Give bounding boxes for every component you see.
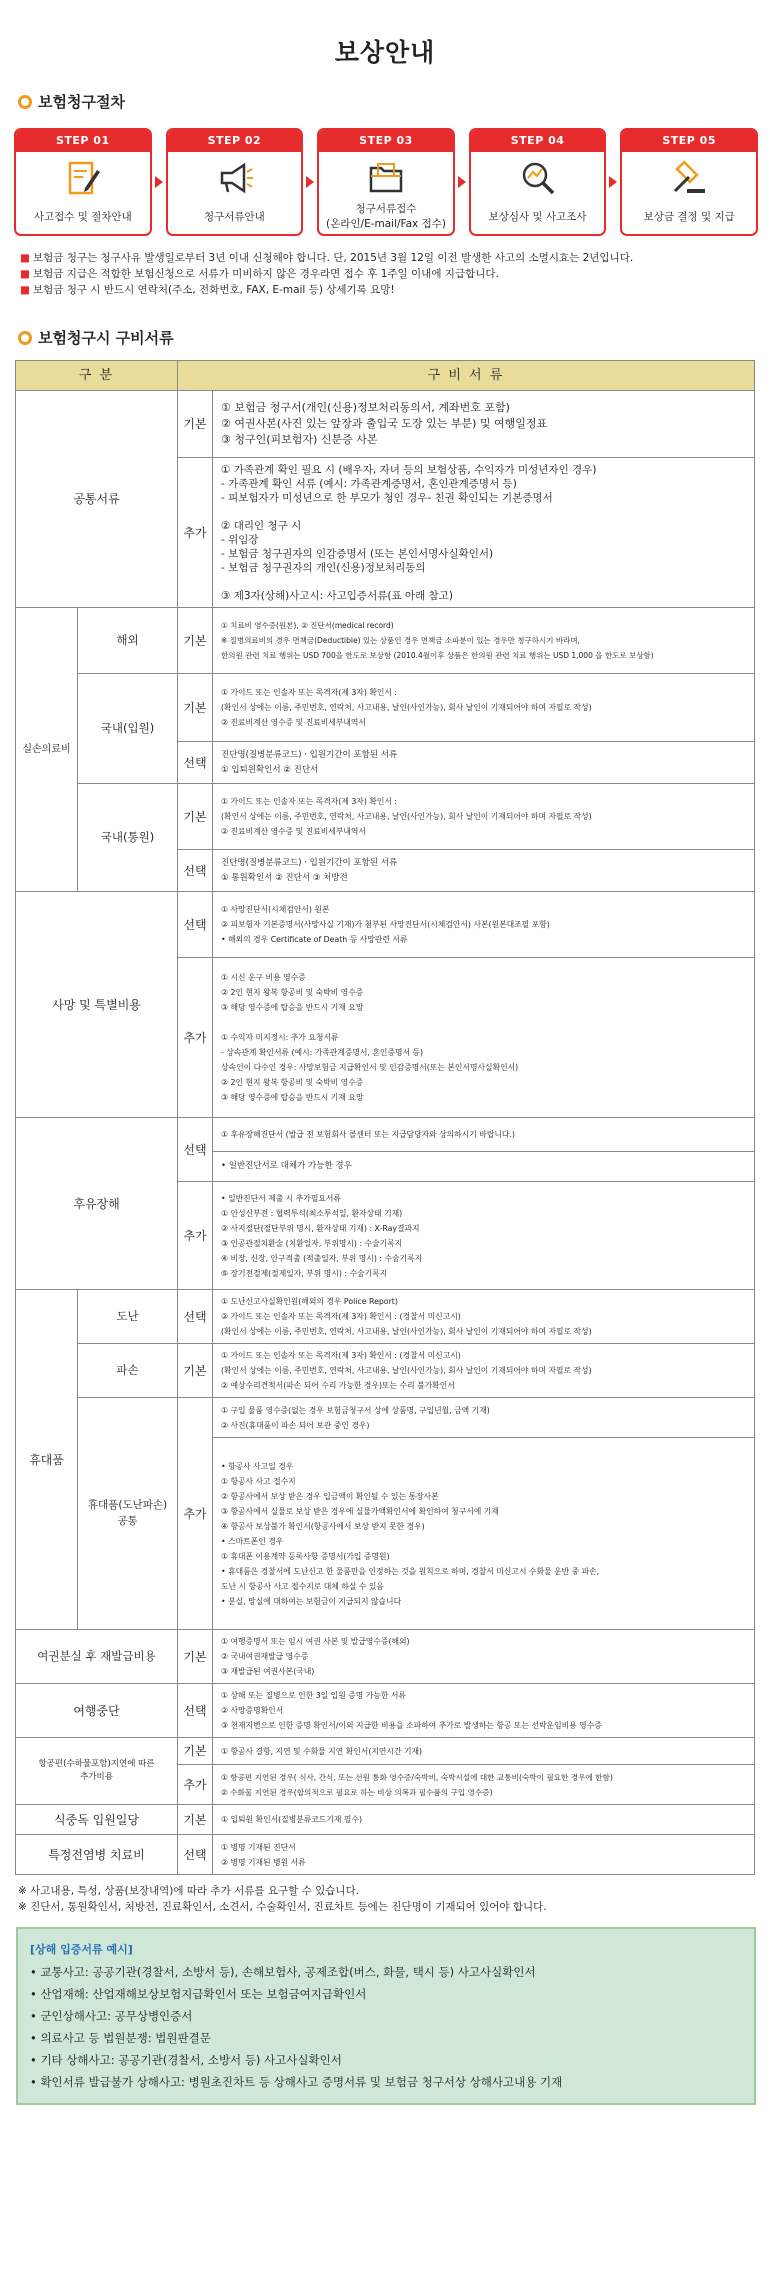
injury-box-title: [상해 입증서류 예시] <box>30 1943 133 1956</box>
list-item: • 확인서류 발급불가 상해사고: 병원초진차트 등 상해사고 증명서류 및 보험금 청구서상 상해사고내용 기재 <box>30 2075 563 2089</box>
doc-list: • 일반진단서 제출 시 추가필요서류 ① 안성신부전 : 협력투석(최소투석일, 환자상태 기재) ② 사지절단(절단부위 명시, 환자상태 기재) : X-Ray결과지 ③ 인공관절치환술 (치환일자, 부위명시) : 수술기록지 ④ 비장, 신장, 안구적출 (적출일자, 부위 명시) : 수술기록지 ⑤ 장기전절제(절제일자, 부위 명시) : 수술기록지 <box>213 1182 755 1290</box>
circle-bullet-icon <box>18 95 32 109</box>
doc-list: ① 병명 기재된 진단서 ② 병명 기재된 병원 서류 <box>213 1835 755 1875</box>
step-flow <box>14 128 758 236</box>
category-baggage: 휴대품 <box>16 1290 78 1630</box>
megaphone-icon <box>168 156 302 200</box>
category-flight-delay: 항공편(수하물포함)지연에 따른 추가비용 <box>16 1738 178 1805</box>
circle-bullet-icon <box>18 331 32 345</box>
pencil-document-icon <box>16 156 150 200</box>
magnifier-chart-icon <box>471 156 605 200</box>
category-disability: 후유장해 <box>16 1118 178 1290</box>
category-common: 공통서류 <box>16 391 178 608</box>
injury-proof-box <box>16 1927 756 2105</box>
list-item: • 기타 상해사고: 공공기관(경찰서, 소방서 등) 사고사실확인서 <box>30 2053 342 2067</box>
table-footnotes: ※ 사고내용, 특성, 상품(보장내역)에 따라 추가 서류를 요구할 수 있습니다. ※ 진단서, 통원확인서, 처방전, 진료확인서, 소견서, 수술확인서, 진료차트 등에는 진단명이 기재되어 있어야 합니다. <box>18 1885 547 1913</box>
arrow-right-icon <box>306 176 314 188</box>
step-card-5: STEP 05 보상금 결정 및 지급 <box>620 128 758 236</box>
category-trip-stop: 여행중단 <box>16 1684 178 1738</box>
list-item: • 교통사고: 공공기관(경찰서, 소방서 등), 손해보험사, 공제조합(버스, 화물, 택시 등) 사고사실확인서 <box>30 1965 536 1979</box>
documents-table: 구 분 구 비 서 류 공통서류 기본 ① 보험금 청구서(개인(신용)정보처리동의서, 계좌번호 포함) ② 여권사본(사진 있는 앞장과 출입국 도장 있는 부분) 및 여행일정표 ③ 청구인(피보험자) 신분증 사본 추가 ① 가족관계 확인 필요 시 (배우자, 자녀 등의 보험상품, 수익자가 미성년자인 경우) - 가족관계 확인 서류 (예시: 가족관계증명서, 혼인관계증명서 등) - 피보험자가 미성년으로 한 부모가 청인 경우- 친권 확인되는 기본증명서 ② 대리인 청구 시 - 위임장 - 보험금 청구권자의 인감증명서 (또는 본인서명사실확인서) - 보험금 청구권자의 개인(신용)정보처리동의 ③ 제3자(상해)사고시: 사고입증서류(표 아래 참고) 실손의료비 해외 기본 ① 치료비 영수증(원본), ② 진단서(medical record) ※ 질병의료비의 경우 면책금(Deductible) 있는 상품인 경우 면책금 소파분이 있는 경우만 청구하시기 바라며, 한의원 관련 치료 행위는 USD 700을 한도로 보상함 (2010.4월이후 상품은 한의원 관련 치료 행위는 USD 1,000 을 한도로 보상함) 국내(입원) 기본 ① 가이드 또는 인솔자 또는 목격자(제 3자) 확인서 : (확인서 상에는 이름, 주민번호, 연락처, 사고내용, 날인(사인가능), 회사 날인이 기재되어야 하며 자필로 작성) ② 진료비계산 영수증 및 진료비세부내역서 선택 진단명(질병분류코드) · 입원기간이 포함된 서류 ① 입퇴원확인서 ② 진단서 국내(통원) 기본 ① 가이드 또는 인솔자 또는 목격자(제 3자) 확인서 : (확인서 상에는 이름, 주민번호, 연락처, 사고내용, 날인(사인가능), 회사 날인이 기재되어야 하며 자필로 작성) ② 진료비계산 영수증 및 진료비세부내역서 선택 진단명(질병분류코드) · 입원기간이 포함된 서류 ① 통원확인서 ② 진단서 ③ 처방전 사망 및 특별비용 선택 ① 사망진단서(시체검안서) 원본 ② 피보험자 기본증명서(사망사실 기재)가 첨부된 사망진단서(시체검안서) 사본(원본대조필 포함) • 해외의 경우 Certificate of Death 등 사망관련 서류 추가 ① 시신 운구 비용 영수증 ② 2인 현지 왕복 항공비 및 숙박비 영수증 ③ 해당 영수증에 탑승을 반드시 기재 요망 ① 수익자 미지정시: 추가 요청서류 - 상속관계 확인서류 (예시: 가족관계증명서, 혼인증명서 등) 상속인이 다수인 경우: 사망보험금 지급확인서 및 인감증명서(또는 본인서명사실확인서) ② 2인 현지 왕복 항공비 및 숙박비 영수증 ③ 해당 영수증에 탑승을 반드시 기재 요망 후유장해 선택 ① 후유장해진단서 (발급 전 보험회사 콜센터 또는 지급담당자와 상의하시기 바랍니다.) • 일반진단서로 대체가 가능한 경우 추가 • 일반진단서 제출 시 추가필요서류 ① 안성신부전 : 협력투석(최소투석일, 환자상태 기재) ② 사지절단(절단부위 명시, 환자상태 기재) : X-Ray결과지 ③ 인공관절치환술 (치환일자, 부위명시) : 수술기록지 ④ 비장, 신장, 안구적출 (적출일자, 부위 명시) : 수술기록지 ⑤ 장기전절제(절제일자, 부위 명시) : 수술기록지 휴대품 도난 선택 ① 도난신고사실확인원(해외의 경우 Police Report) ② 가이드 또는 인솔자 또는 목격자(제 3자) 확인서 : (경찰서 미신고시) (확인서 상에는 이름, 주민번호, 연락처, 사고내용, 날인(사인가능), 회사 날인이 기재되어야 하며 자필로 작성) 파손 기본 ① 가이드 또는 인솔자 또는 목격자(제 3자) 확인서 : (경찰서 미신고시) (확인서 상에는 이름, 주민번호, 연락처, 사고내용, 날인(사인가능), 회사 날인이 기재되어야 하며 자필로 작성) ② 예상수리견적서(파손 되어 수리 가능한 경우)또는 수리 불가확인서 휴대품(도난파손) 공통 추가 ① 구입 물품 영수증(없는 경우 보험금청구서 상에 상품명, 구입년월, 금액 기재) ② 사진(휴대품이 파손 되어 보관 중인 경우) • 항공사 사고일 경우 ① 항공사 사고 접수지 ② 항공사에서 보상 받은 경우 입금액이 확인될 수 있는 통장사본 ③ 항공사에서 실물로 보상 받은 경우에 실물가액확인서에 확인하여 청구서에 기재 ④ 항공사 보상불가 확인서(항공사에서 보상 받지 못한 경우) • 스마트폰인 경우 ① 휴대폰 이용계약 등록사항 증명서(가입 증명원) • 휴대품은 경찰서에 도난신고 한 물품만을 인정하는 것을 원칙으로 하며, 경찰서 미신고시 수화물 운반 중 파손, 도난 시 항공사 사고 접수지로 대체 하실 수 있음 • 분실, 망실에 대하여는 보험금이 지급되지 않습니다 여권분실 후 재발급비용 기본 ① 여행증명서 또는 임시 여권 사본 및 발급영수증(해외) ② 국내여권재발급 영수증 ③ 재발급된 여권사본(국내) 여행중단 선택 ① 상해 또는 질병으로 인한 3일 입원 증명 가능한 서류 ② 사망증명확인서 ③ 천재지변으로 인한 증명 확인서/이외 지급한 비용을 소파하여 추가로 발생하는 항공 또는 선박운임비용 영수증 항공편(수하물포함)지연에 따른 추가비용 기본 ① 항공사 결항, 지연 및 수화물 지연 확인서(지연시간 기재) 추가 ① 항공편 지연된 경우( 식사, 간식, 또는 선원 통화 영수증/숙박비, 숙박시설에 대한 교통비(숙박이 필요한 경우에 한함) ② 수화물 지연된 경우(합의적으로 필요로 하는 비상 의복과 필수품의 구입 영수증) 식중독 입원일당 기본 ① 입퇴원 확인서(질병분류코드기재 필수) 특정전염병 치료비 선택 ① 병명 기재된 진단서 ② 병명 기재된 병원 서류 <box>15 360 755 1875</box>
arrow-right-icon <box>155 176 163 188</box>
step-card-4: STEP 04 보상심사 및 사고조사 <box>469 128 607 236</box>
step-label: 청구서류접수 (온라인/E-mail/Fax 접수) <box>326 203 446 230</box>
step-card-1: STEP 01 사고접수 및 절차안내 <box>14 128 152 236</box>
category-death: 사망 및 특별비용 <box>16 892 178 1118</box>
doc-list: ① 가이드 또는 인솔자 또는 목격자(제 3자) 확인서 : (경찰서 미신고시) (확인서 상에는 이름, 주민번호, 연락처, 사고내용, 날인(사인가능), 회사 날인이 기재되어야 하며 자필로 작성) ② 예상수리견적서(파손 되어 수리 가능한 경우)또는 수리 불가확인서 <box>213 1344 755 1398</box>
step-label: 청구서류안내 <box>203 210 265 223</box>
doc-list: ① 보험금 청구서(개인(신용)정보처리동의서, 계좌번호 포함) ② 여권사본(사진 있는 앞장과 출입국 도장 있는 부분) 및 여행일정표 ③ 청구인(피보험자) 신분증 사본 <box>213 391 755 458</box>
doc-list: ① 후유장해진단서 (발급 전 보험회사 콜센터 또는 지급담당자와 상의하시기 바랍니다.) <box>213 1118 755 1152</box>
step-label: 사고접수 및 절차안내 <box>33 210 132 223</box>
list-item: • 의료사고 등 법원분쟁: 법원판결문 <box>30 2031 211 2045</box>
doc-list: ① 항공편 지연된 경우( 식사, 간식, 또는 선원 통화 영수증/숙박비, 숙박시설에 대한 교통비(숙박이 필요한 경우에 한함) ② 수화물 지연된 경우(합의적으로 필요로 하는 비상 의복과 필수품의 구입 영수증) <box>213 1765 755 1805</box>
section-title-documents: 보험청구시 구비서류 <box>18 326 770 350</box>
doc-list: ① 여행증명서 또는 임시 여권 사본 및 발급영수증(해외) ② 국내여권재발급 영수증 ③ 재발급된 여권사본(국내) <box>213 1630 755 1684</box>
header-category: 구 분 <box>16 361 178 391</box>
doc-list: 진단명(질병분류코드) · 입원기간이 포함된 서류 ① 입퇴원확인서 ② 진단서 <box>213 742 755 784</box>
notice-item: ■ 보험금 청구는 청구사유 발생일로부터 3년 이내 신청해야 합니다. 단, 2015년 3월 12일 이전 발생한 사고의 소멸시효는 2년입니다. <box>20 252 634 264</box>
notice-item: ■ 보험금 청구 시 반드시 연락처(주소, 전화번호, FAX, E-mail 등) 상세기록 요망! <box>20 284 395 296</box>
doc-list: • 일반진단서로 대체가 가능한 경우 <box>213 1152 755 1182</box>
doc-list: ① 가족관계 확인 필요 시 (배우자, 자녀 등의 보험상품, 수익자가 미성년자인 경우) - 가족관계 확인 서류 (예시: 가족관계증명서, 혼인관계증명서 등) - 피보험자가 미성년으로 한 부모가 청인 경우- 친권 확인되는 기본증명서 ② 대리인 청구 시 - 위임장 - 보험금 청구권자의 인감증명서 (또는 본인서명사실확인서) - 보험금 청구권자의 개인(신용)정보처리동의 ③ 제3자(상해)사고시: 사고입증서류(표 아래 참고) <box>213 458 755 608</box>
notice-list <box>20 250 770 298</box>
list-item: • 군인상해사고: 공무상병인증서 <box>30 2009 193 2023</box>
doc-list: ① 입퇴원 확인서(질병분류코드기재 필수) <box>213 1805 755 1835</box>
section-title-procedure: 보험청구절차 <box>18 90 770 114</box>
doc-list: 진단명(질병분류코드) · 입원기간이 포함된 서류 ① 통원확인서 ② 진단서 ③ 처방전 <box>213 850 755 892</box>
doc-list: ① 사망진단서(시체검안서) 원본 ② 피보험자 기본증명서(사망사실 기재)가 첨부된 사망진단서(시체검안서) 사본(원본대조필 포함) • 해외의 경우 Certificate of Death 등 사망관련 서류 <box>213 892 755 958</box>
step-label: 보상금 결정 및 지급 <box>643 210 735 223</box>
step-card-2: STEP 02 청구서류안내 <box>166 128 304 236</box>
arrow-right-icon <box>609 176 617 188</box>
step-label: 보상심사 및 사고조사 <box>488 210 587 223</box>
page-title: 보상안내 <box>334 38 436 67</box>
step-card-3: STEP 03 청구서류접수 (온라인/E-mail/Fax 접수) <box>317 128 455 236</box>
arrow-right-icon <box>458 176 466 188</box>
gavel-icon <box>622 156 756 200</box>
category-infectious-disease: 특정전염병 치료비 <box>16 1835 178 1875</box>
doc-list: ① 상해 또는 질병으로 인한 3일 입원 증명 가능한 서류 ② 사망증명확인서 ③ 천재지변으로 인한 증명 확인서/이외 지급한 비용을 소파하여 추가로 발생하는 항공 또는 선박운임비용 영수증 <box>213 1684 755 1738</box>
list-item: • 산업재해: 산업재해보상보험지급확인서 또는 보험금여지급확인서 <box>30 1987 367 2001</box>
doc-list: ① 구입 물품 영수증(없는 경우 보험금청구서 상에 상품명, 구입년월, 금액 기재) ② 사진(휴대품이 파손 되어 보관 중인 경우) <box>213 1398 755 1438</box>
folder-icon <box>319 156 453 200</box>
doc-list: ① 항공사 결항, 지연 및 수화물 지연 확인서(지연시간 기재) <box>213 1738 755 1765</box>
category-medical: 실손의료비 <box>16 608 78 892</box>
doc-list: • 항공사 사고일 경우 ① 항공사 사고 접수지 ② 항공사에서 보상 받은 경우 입금액이 확인될 수 있는 통장사본 ③ 항공사에서 실물로 보상 받은 경우에 실물가액확인서에 확인하여 청구서에 기재 ④ 항공사 보상불가 확인서(항공사에서 보상 받지 못한 경우) • 스마트폰인 경우 ① 휴대폰 이용계약 등록사항 증명서(가입 증명원) • 휴대품은 경찰서에 도난신고 한 물품만을 인정하는 것을 원칙으로 하며, 경찰서 미신고시 수화물 운반 중 파손, 도난 시 항공사 사고 접수지로 대체 하실 수 있음 • 분실, 망실에 대하여는 보험금이 지급되지 않습니다 <box>213 1438 755 1630</box>
category-food-poisoning: 식중독 입원일당 <box>16 1805 178 1835</box>
doc-list: ① 가이드 또는 인솔자 또는 목격자(제 3자) 확인서 : (확인서 상에는 이름, 주민번호, 연락처, 사고내용, 날인(사인가능), 회사 날인이 기재되어야 하며 자필로 작성) ② 진료비계산 영수증 및 진료비세부내역서 <box>213 784 755 850</box>
category-passport: 여권분실 후 재발급비용 <box>16 1630 178 1684</box>
doc-list: ① 치료비 영수증(원본), ② 진단서(medical record) ※ 질병의료비의 경우 면책금(Deductible) 있는 상품인 경우 면책금 소파분이 있는 경우만 청구하시기 바라며, 한의원 관련 치료 행위는 USD 700을 한도로 보상함 (2010.4월이후 상품은 한의원 관련 치료 행위는 USD 1,000 을 한도로 보상함) <box>213 608 755 674</box>
notice-item: ■ 보험금 지급은 적합한 보험신청으로 서류가 미비하지 않은 경우라면 접수 후 1주일 이내에 지급합니다. <box>20 268 499 280</box>
doc-list: ① 시신 운구 비용 영수증 ② 2인 현지 왕복 항공비 및 숙박비 영수증 ③ 해당 영수증에 탑승을 반드시 기재 요망 ① 수익자 미지정시: 추가 요청서류 - 상속관계 확인서류 (예시: 가족관계증명서, 혼인증명서 등) 상속인이 다수인 경우: 사망보험금 지급확인서 및 인감증명서(또는 본인서명사실확인서) ② 2인 현지 왕복 항공비 및 숙박비 영수증 ③ 해당 영수증에 탑승을 반드시 기재 요망 <box>213 958 755 1118</box>
doc-list: ① 가이드 또는 인솔자 또는 목격자(제 3자) 확인서 : (확인서 상에는 이름, 주민번호, 연락처, 사고내용, 날인(사인가능), 회사 날인이 기재되어야 하며 자필로 작성) ② 진료비계산 영수증 및 진료비세부내역서 <box>213 674 755 742</box>
doc-list: ① 도난신고사실확인원(해외의 경우 Police Report) ② 가이드 또는 인솔자 또는 목격자(제 3자) 확인서 : (경찰서 미신고시) (확인서 상에는 이름, 주민번호, 연락처, 사고내용, 날인(사인가능), 회사 날인이 기재되어야 하며 자필로 작성) <box>213 1290 755 1344</box>
header-documents: 구 비 서 류 <box>178 361 755 391</box>
